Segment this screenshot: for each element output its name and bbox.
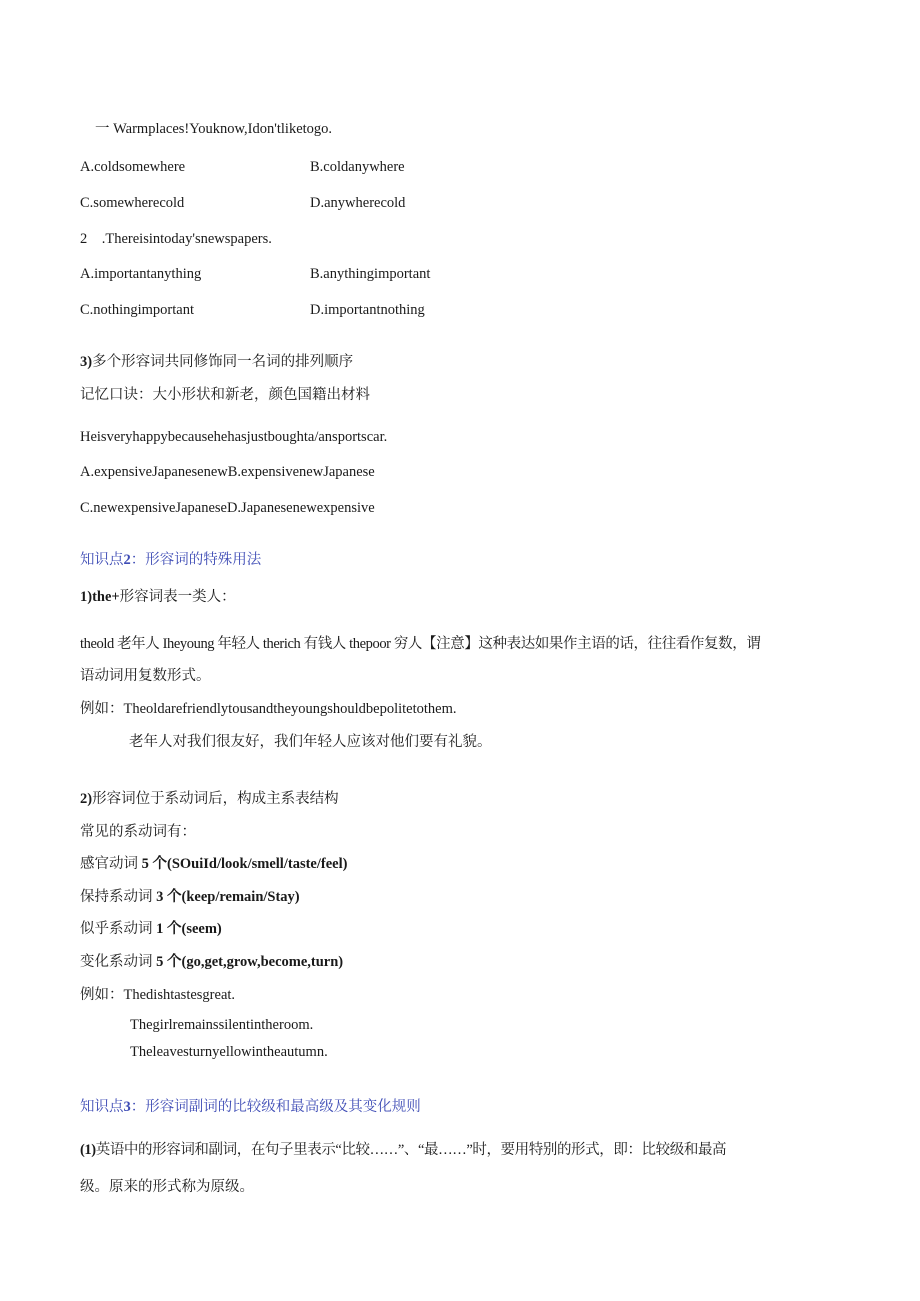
sense-count: 5: [141, 856, 149, 872]
kp2-common-linking: 常见的系动词有：: [80, 824, 196, 840]
change-count: 5: [156, 954, 164, 970]
section3-mnemonic: 记忆口诀：大小形状和新老，颜色国籍出材料: [80, 387, 370, 403]
keep-count: 3: [156, 889, 164, 905]
seem-label: 似乎系动词: [80, 921, 153, 937]
q2-option-b: B.anythingimportant: [310, 266, 431, 282]
kp2-example-en: Theoldarefriendlytousandtheyoungshouldbepolitetothem.: [123, 701, 457, 717]
kp2-sense-verbs: [80, 854, 347, 874]
section3-options-ab: A.expensiveJapanesenewB.expensivenewJapanese: [80, 464, 375, 480]
kp2-item1: [80, 587, 236, 607]
kp2-item1-num: 1)the+: [80, 589, 120, 605]
kp3-paragraph-line2: 级。原来的形式称为原级。: [80, 1179, 254, 1195]
kp2-example2-1: Thedishtastesgreat.: [123, 987, 236, 1003]
keep-list: 个(keep/remain/Stay): [167, 889, 300, 905]
kp2-example-label: 例如：: [80, 701, 124, 717]
kp3-heading-prefix: 知识点: [80, 1099, 124, 1115]
section3-stem: Heisveryhappybecausehehasjustboughta/ansportscar.: [80, 429, 388, 445]
q1-option-d: D.anywherecold: [310, 195, 406, 211]
kp2-example2-label: 例如：: [80, 987, 124, 1003]
kp2-heading-num: 2: [123, 552, 131, 568]
section3-options-cd: C.newexpensiveJapaneseD.Japanesenewexpensive: [80, 500, 375, 516]
kp2-example-zh: 老年人对我们很友好，我们年轻人应该对他们要有礼貌。: [129, 734, 492, 750]
kp2-item2-num: 2): [80, 791, 93, 807]
kp2-seem-verbs: [80, 919, 222, 939]
q1-option-c: C.somewherecold: [80, 195, 185, 211]
kp2-change-verbs: [80, 952, 343, 972]
sense-label: 感官动词: [80, 856, 138, 872]
q2-stem: 2 .Thereisintoday'snewspapers.: [80, 231, 272, 247]
q2-option-c: C.nothingimportant: [80, 302, 194, 318]
kp2-heading-prefix: 知识点: [80, 552, 124, 568]
change-list: 个(go,get,grow,become,turn): [167, 954, 344, 970]
section3-title: 多个形容词共同修饰同一名词的排列顺序: [92, 354, 354, 370]
kp2-example2-3: Theleavesturnyellowintheautumn.: [130, 1044, 328, 1060]
kp2-line1: theold 老年人 Iheyoung 年轻人 therich 有钱人 thepoor 穷人【注意】这种表达如果作主语的话，往往看作复数，谓: [80, 636, 761, 652]
kp3-paragraph-line1: [80, 1140, 726, 1160]
kp3-heading-rest: ：形容词副词的比较级和最高级及其变化规则: [130, 1099, 421, 1115]
kp3-heading-num: 3: [123, 1099, 131, 1115]
q1-option-a: A.coldsomewhere: [80, 159, 186, 175]
kp3-paragraph-text: 英语中的形容词和副词，在句子里表示“比较……”、“最……”时，要用特别的形式，即：比较级和最高: [95, 1142, 727, 1158]
kp2-heading: [80, 550, 261, 570]
change-label: 变化系动词: [80, 954, 153, 970]
section3-num: 3): [80, 354, 93, 370]
seem-count: 1: [156, 921, 164, 937]
kp2-item2: [80, 789, 339, 809]
seem-list: 个(seem): [167, 921, 222, 937]
kp2-item2-text: 形容词位于系动词后，构成主系表结构: [92, 791, 339, 807]
kp2-heading-rest: ：形容词的特殊用法: [130, 552, 262, 568]
kp2-example2-2: Thegirlremainssilentintheroom.: [130, 1017, 314, 1033]
q1-option-b: B.coldanywhere: [310, 159, 405, 175]
keep-label: 保持系动词: [80, 889, 153, 905]
q1-stem: 一 Warmplaces!Youknow,Idon'tliketogo.: [95, 121, 333, 137]
kp2-example2: [80, 985, 235, 1005]
kp3-heading: [80, 1097, 421, 1117]
q2-option-a: A.importantanything: [80, 266, 202, 282]
section3-heading: [80, 352, 353, 372]
q2-option-d: D.importantnothing: [310, 302, 425, 318]
kp2-example: [80, 699, 457, 719]
kp3-paragraph-num: (1): [80, 1142, 96, 1158]
kp2-keep-verbs: [80, 887, 300, 907]
kp2-item1-text: 形容词表一类人：: [119, 589, 236, 605]
sense-list: 个(SOuiId/look/smell/taste/feel): [152, 856, 348, 872]
kp2-line2: 语动词用复数形式。: [80, 668, 211, 684]
